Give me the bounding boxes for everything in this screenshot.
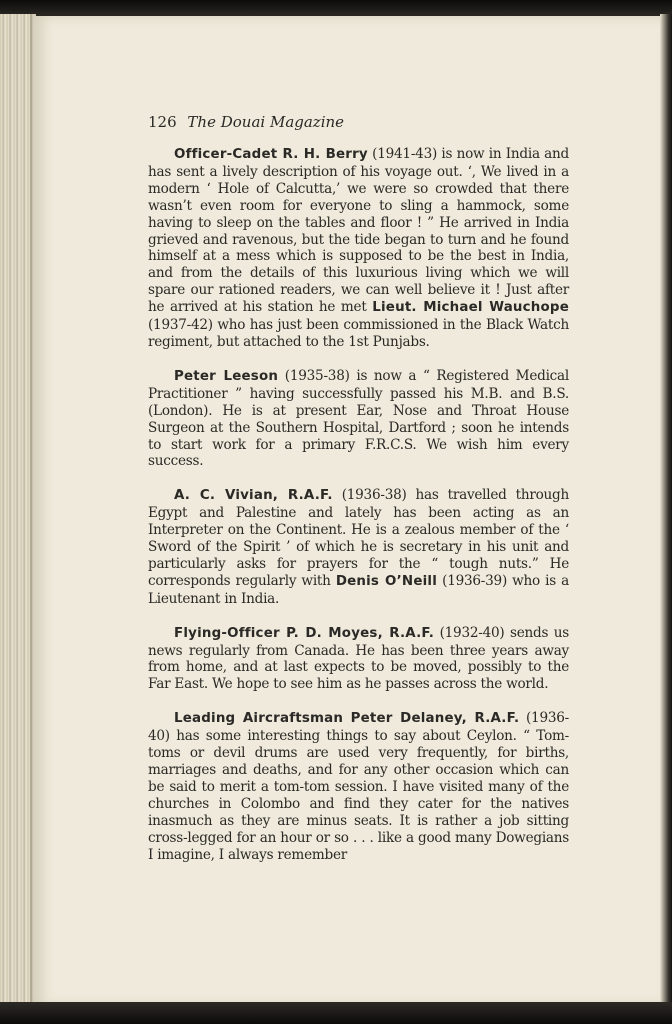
person-name: Denis O’Neill: [335, 573, 437, 589]
person-name: Flying-Officer P. D. Moyes, R.A.F.: [174, 625, 435, 641]
running-header: [148, 109, 569, 135]
person-name: Peter Leeson: [174, 368, 279, 384]
paragraph-delaney: [148, 710, 569, 863]
paragraph-text: (1936-39) who is a Lieutenant in India.: [148, 572, 569, 607]
book-page-edges: [0, 14, 36, 1008]
page-content: [148, 109, 569, 880]
paragraph-text: (1937-42) who has just been commissioned in the Black Watch regiment, but attached to the 1st Punjabs.: [148, 317, 569, 350]
bottom-border: [0, 1002, 672, 1024]
paragraph-text: (1932-40) sends us news regularly from Canada. He has been three years away from home, and at last expects to be moved, possibly to the Far East. We hope to see him as he passes across the world.: [148, 624, 569, 693]
magazine-title: The Douai Magazine: [187, 113, 345, 131]
paragraph-text: (1941-43) is now in India and has sent a lively description of his voyage out. ‘, We lived in a modern ‘ Hole of Calcutta,’ we were so crowded that there wasn’t even room for everyone to sling a hammock, some having to sleep on the tables and floor ! ” He arrived in India grieved and ravenous, but the tide began to turn and he found himself at a mess which is supposed to be the best in India, and from the details of this luxurious living which we will spare our rationed readers, we can well believe it ! Just after he arrived at his station he met: [148, 146, 569, 316]
paragraph-text: (1936-40) has some interesting things to say about Ceylon. “ Tom-toms or devil drums are used very frequently, for births, marriages and deaths, and for any other occasion which can be said to merit a tom-tom session. I have visited many of the churches in Colombo and find they cater for the natives inasmuch as they are minus seats. It is rather a job sitting cross-legged for an hour or so . . . like a good many Dowegians I imagine, I always remember: [148, 710, 569, 863]
person-name: Officer-Cadet R. H. Berry: [174, 147, 368, 162]
person-name: Lieut. Michael Wauchope: [372, 300, 569, 316]
paragraph-leeson: [148, 368, 569, 470]
person-name: A. C. Vivian, R.A.F.: [174, 488, 333, 504]
top-border: [0, 0, 672, 16]
book-spine-shadow: [660, 14, 672, 1010]
paragraph-vivian: [148, 487, 569, 607]
paragraph-berry: [148, 146, 569, 351]
paragraph-text: (1935-38) is now a “ Registered Medical Practitioner ” having successfully passed his M.B. and B.S. (London). He is at present Ear, Nose and Throat House Surgeon at the Southern Hospital, Dartford ; soon he intends to start work for a primary F.R.C.S. We wish him every success.: [148, 367, 569, 470]
paragraph-moyes: [148, 625, 569, 694]
paragraph-text: (1936-38) has travelled through Egypt and Palestine and lately has been acting as an Interpreter on the Continent. He is a zealous member of the ‘ Sword of the Spirit ’ of which he is secretary in his unit and particularly asks for prayers for the “ tough nuts.” He corresponds regularly with: [148, 487, 569, 589]
page-number: 126: [148, 113, 177, 131]
person-name: Leading Aircraftsman Peter Delaney, R.A.F.: [174, 711, 520, 727]
